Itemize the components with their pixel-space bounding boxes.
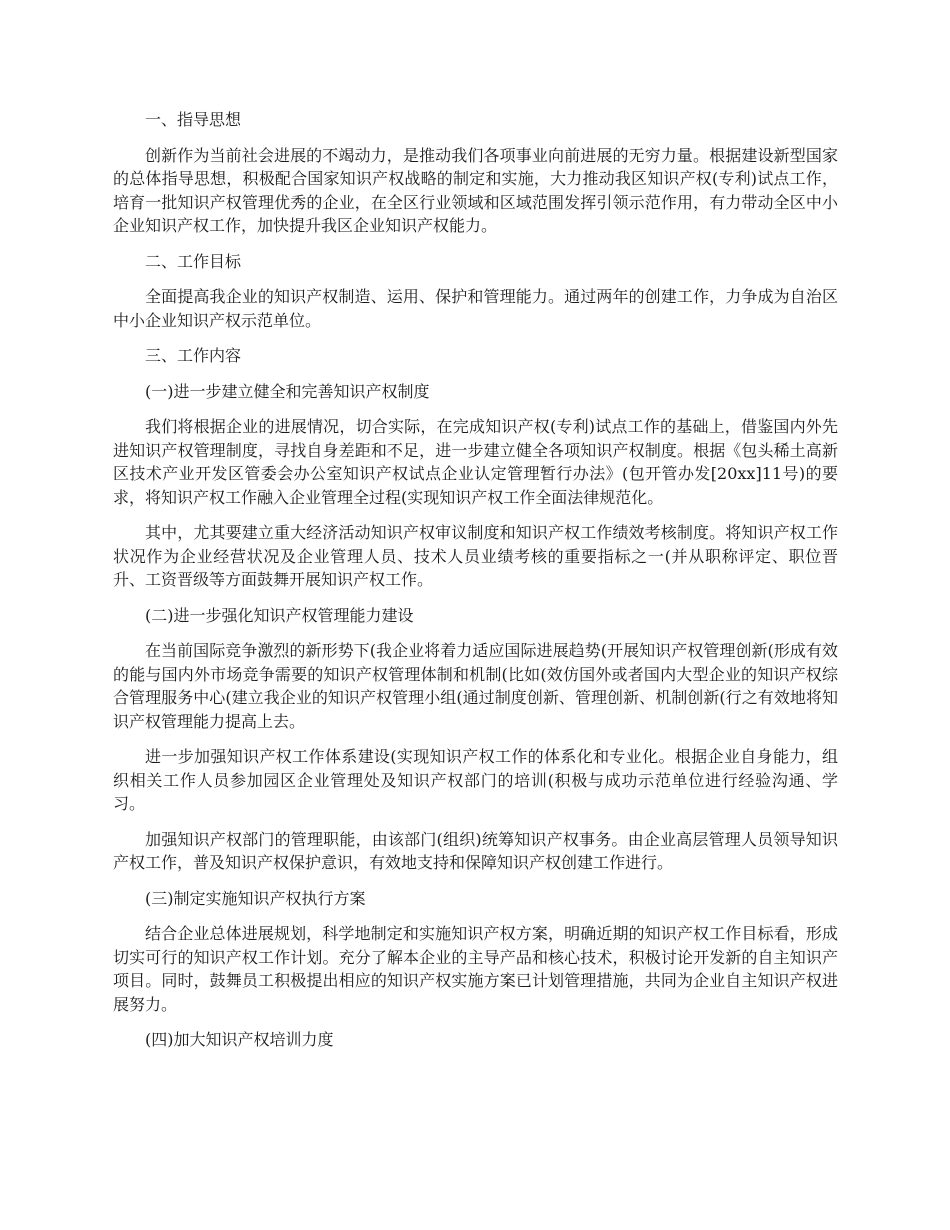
- paragraph-system-construction: 进一步加强知识产权工作体系建设(实现知识产权工作的体系化和专业化。根据企业自身能力，组织相关工作人员参加园区企业管理处及知识产权部门的培训(积极与成功示范单位进行经验沟通、学习。: [113, 747, 838, 813]
- subsection-heading-3: (三)制定实施知识产权执行方案: [145, 888, 366, 908]
- section-heading-guiding-ideology: 一、指导思想: [145, 110, 242, 129]
- subsection-heading-4: (四)加大知识产权培训力度: [145, 1030, 334, 1049]
- paragraph-review-system: 其中，尤其要建立重大经济活动知识产权审议制度和知识产权工作绩效考核制度。将知识产权工作状况作为企业经营状况及企业管理人员、技术人员业绩考核的重要指标之一(并从职称评定、职位晋升、工资晋级等方面鼓舞开展知识产权工作。: [113, 523, 838, 589]
- document-page: [113, 108, 838, 1064]
- paragraph-guiding-ideology: 创新作为当前社会进展的不竭动力，是推动我们各项事业向前进展的无穷力量。根据建设新型国家的总体指导思想，积极配合国家知识产权战略的制定和实施，大力推动我区知识产权(专利)试点工作，培育一批知识产权管理优秀的企业，在全区行业领域和区域范围发挥引领示范作用，有力带动全区中小企业知识产权工作，加快提升我区企业知识产权能力。: [113, 145, 838, 235]
- section-heading-work-goals: 二、工作目标: [145, 251, 242, 271]
- paragraph-work-goals: 全面提高我企业的知识产权制造、运用、保护和管理能力。通过两年的创建工作，力争成为自治区中小企业知识产权示范单位。: [113, 287, 838, 330]
- paragraph-management-innovation: 在当前国际竞争激烈的新形势下(我企业将着力适应国际进展趋势(开展知识产权管理创新(形成有效的能与国内外市场竞争需要的知识产权管理体制和机制(比如(效仿国外或者国内大型企业的知识产权综合管理服务中心(建立我企业的知识产权管理小组(通过制度创新、管理创新、机制创新(行之有效地将知识产权管理能力提高上去。: [113, 641, 838, 731]
- subsection-heading-2: (二)进一步强化知识产权管理能力建设: [145, 605, 414, 625]
- subsection-heading-1: (一)进一步建立健全和完善知识产权制度: [145, 381, 430, 401]
- section-heading-work-content: 三、工作内容: [145, 346, 242, 365]
- paragraph-system-building: 我们将根据企业的进展情况，切合实际，在完成知识产权(专利)试点工作的基础上，借鉴国内外先进知识产权管理制度，寻找自身差距和不足，进一步建立健全各项知识产权制度。根据《包头稀土高新区技术产业开发区管委会办公室知识产权试点企业认定管理暂行办法》(包开管办发[20xx]11号)的要求，将知识产权工作融入企业管理全过程(实现知识产权工作全面法律规范化。: [113, 417, 838, 507]
- paragraph-execution-plan: 结合企业总体进展规划，科学地制定和实施知识产权方案，明确近期的知识产权工作目标看，形成切实可行的知识产权工作计划。充分了解本企业的主导产品和核心技术，积极讨论开发新的自主知识产项目。同时，鼓舞员工积极提出相应的知识产权实施方案已计划管理措施，共同为企业自主知识产权进展努力。: [113, 924, 838, 1014]
- paragraph-department-functions: 加强知识产权部门的管理职能，由该部门(组织)统筹知识产权事务。由企业高层管理人员领导知识产权工作，普及知识产权保护意识，有效地支持和保障知识产权创建工作进行。: [113, 829, 838, 872]
